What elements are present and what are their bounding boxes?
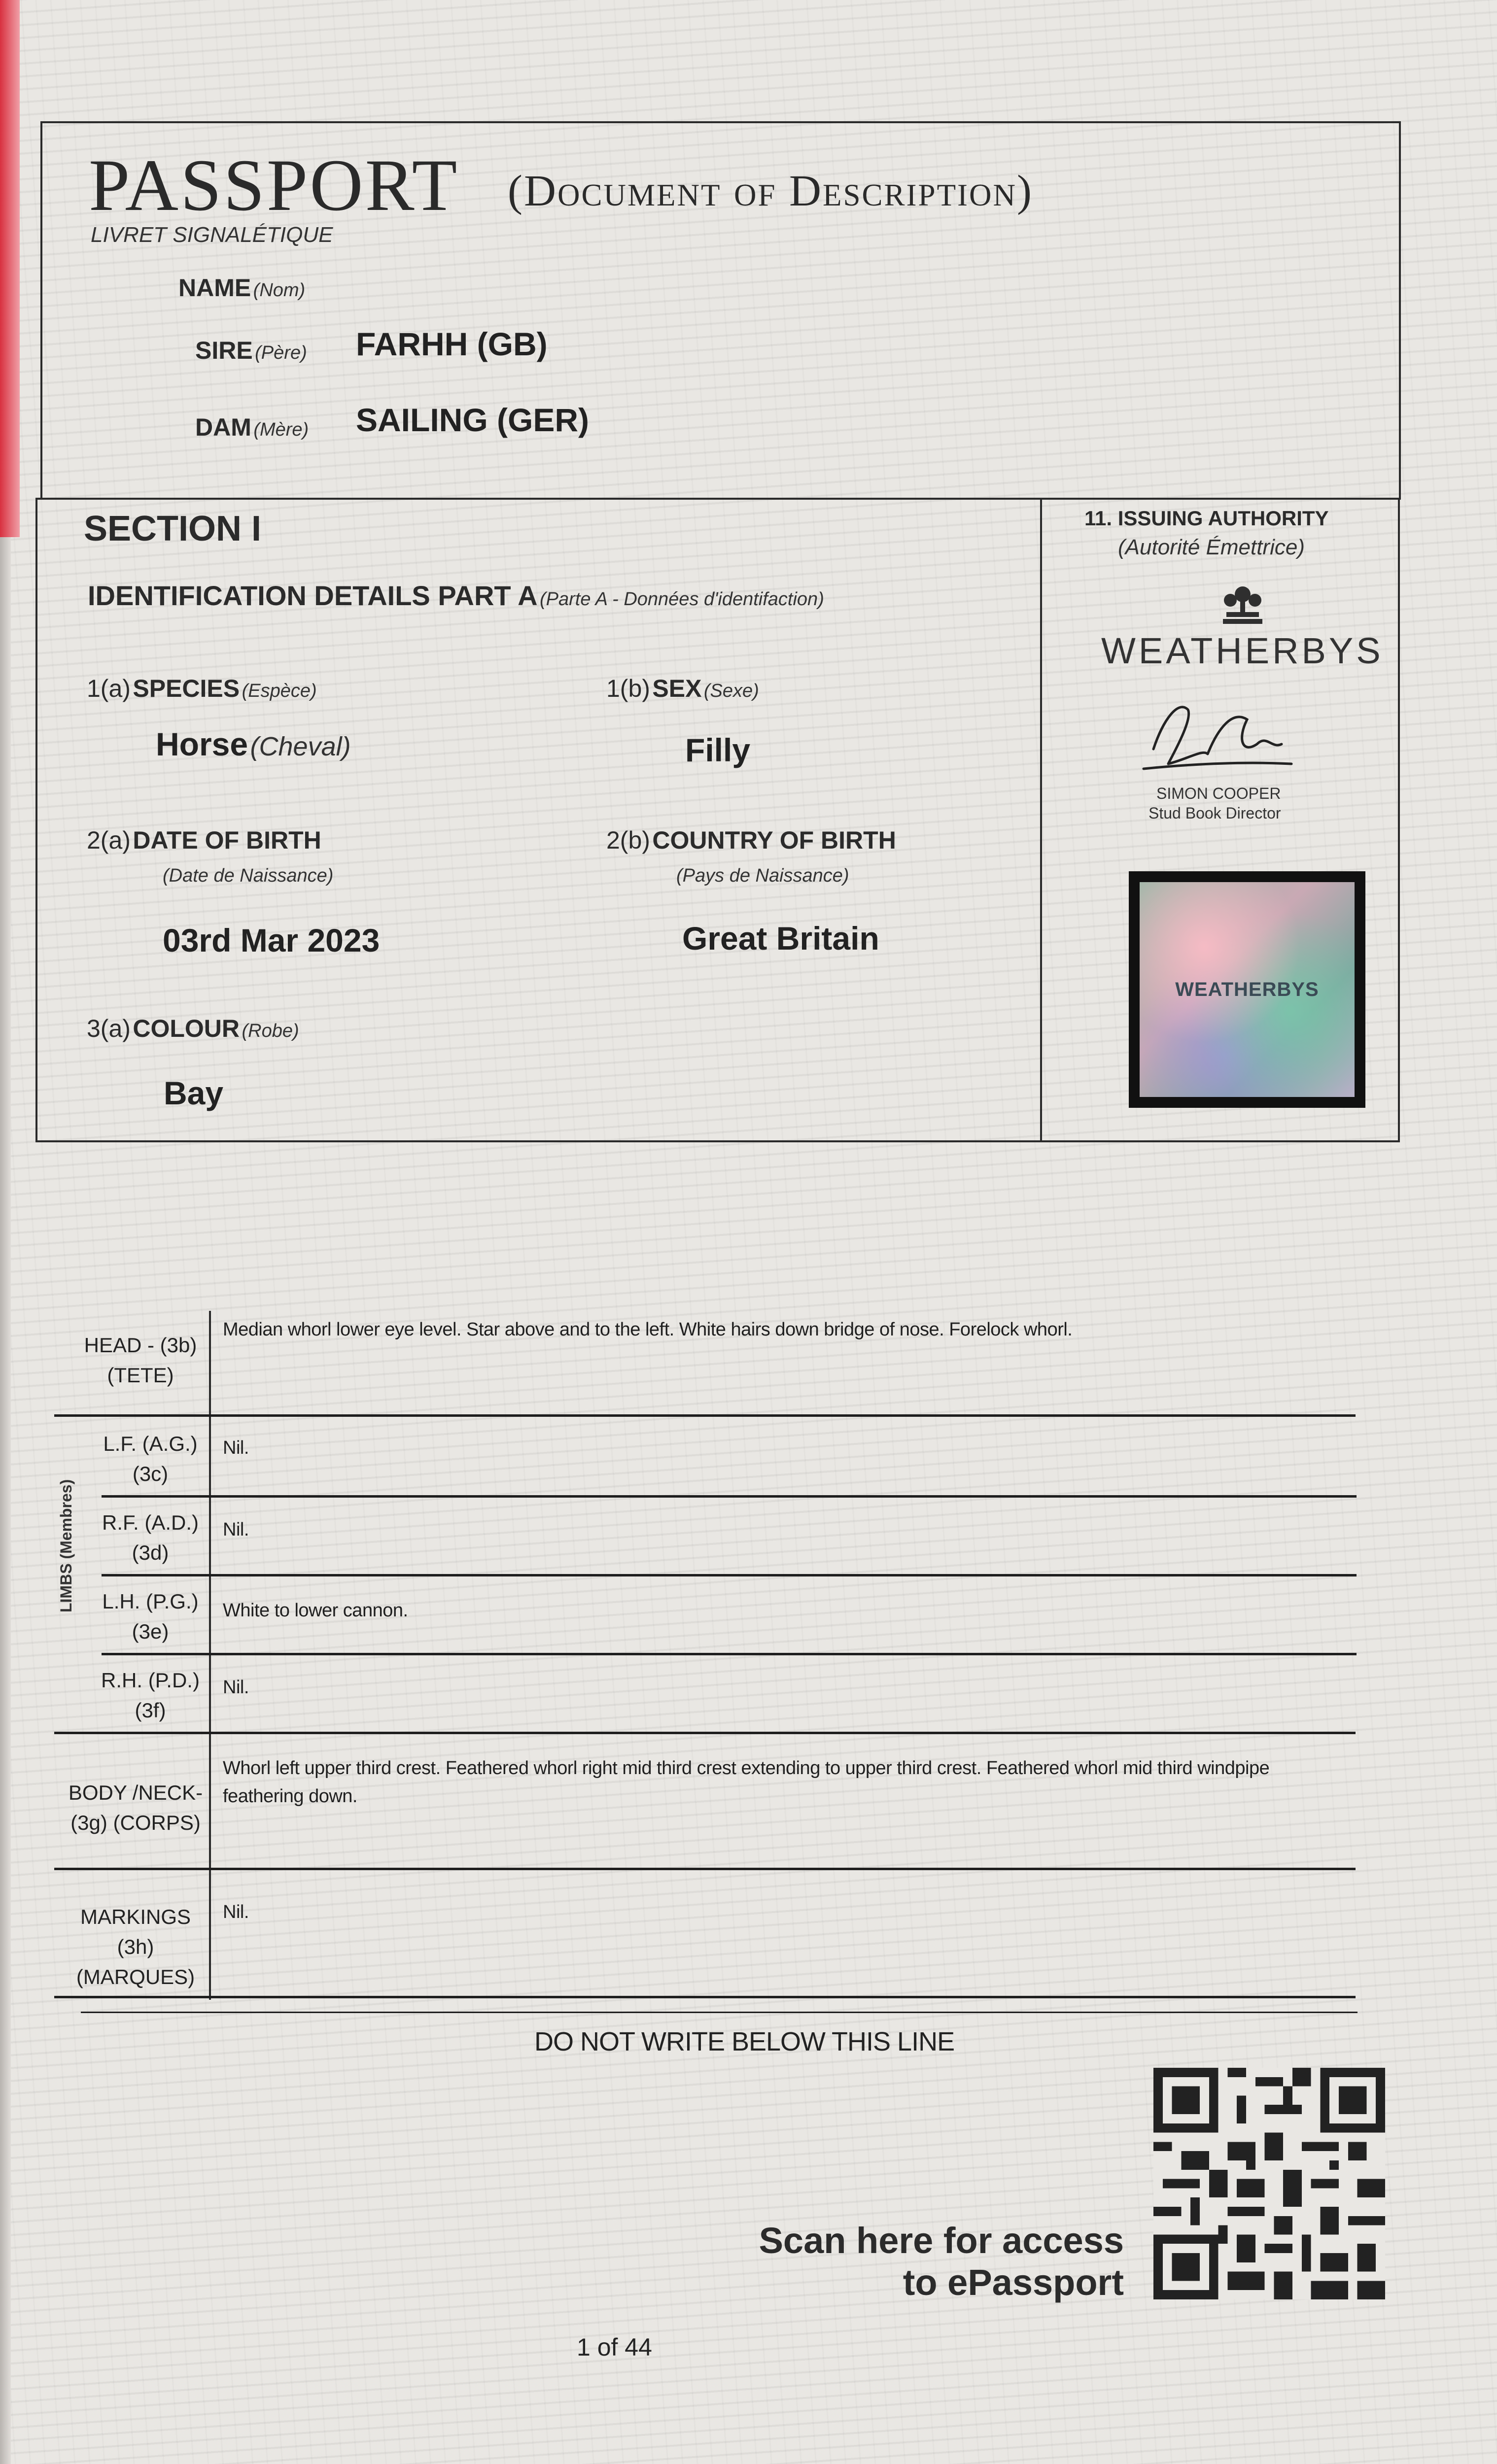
section-title: SECTION I (84, 509, 262, 548)
markings-rule (54, 1732, 1356, 1734)
dam-value: SAILING (GER) (356, 402, 589, 438)
dob-num: 2(a) (87, 826, 131, 854)
body-neck-label-line1: BODY /NECK- (68, 1781, 203, 1804)
lh-label (94, 1587, 207, 1647)
lh-text: White to lower cannon. (223, 1600, 408, 1621)
name-label-fr: (Nom) (253, 280, 306, 301)
country-label: COUNTRY OF BIRTH (652, 826, 896, 854)
sex-value: Filly (685, 732, 751, 768)
lf-label (94, 1429, 207, 1489)
dam-row (195, 413, 309, 442)
limbs-label: LIMBS (Membres) (57, 1479, 75, 1612)
hologram-foil (1140, 882, 1355, 1097)
do-not-write-notice: DO NOT WRITE BELOW THIS LINE (534, 2027, 955, 2056)
rf-label (94, 1508, 207, 1568)
head-text: Median whorl lower eye level. Star above and to the left. White hairs down bridge of nose. Forelock whorl. (223, 1319, 1073, 1340)
signatory-role: Stud Book Director (1149, 804, 1281, 822)
scan-text (641, 2220, 1124, 2303)
dob-label-row (87, 826, 321, 855)
name-label: NAME (178, 274, 251, 302)
colour-label-fr: (Robe) (242, 1021, 299, 1041)
markings-rule (102, 1495, 1357, 1498)
rh-text: Nil. (223, 1677, 249, 1698)
head-label-line1: HEAD - (3b) (84, 1334, 197, 1357)
epassport-qr-code[interactable] (1153, 2068, 1385, 2299)
species-label-row (87, 674, 317, 703)
sex-label-row (606, 674, 759, 703)
markings-rule-thin (81, 2012, 1358, 2013)
country-label-fr: (Pays de Naissance) (676, 865, 849, 886)
rh-label (94, 1666, 207, 1726)
part-a-row (88, 580, 824, 612)
markings-label-line2: (MARQUES) (76, 1965, 195, 1988)
head-label (74, 1331, 207, 1391)
species-value: Horse (156, 726, 248, 762)
species-num: 1(a) (87, 675, 131, 702)
head-label-line2: (TETE) (107, 1363, 174, 1387)
sex-label-fr: (Sexe) (703, 681, 759, 701)
markings-rule (54, 1414, 1356, 1417)
country-value: Great Britain (682, 920, 879, 957)
booklet-edge (0, 537, 11, 2464)
rf-label-line1: R.F. (A.D.) (102, 1511, 199, 1534)
dam-label: DAM (195, 413, 251, 441)
markings-text: Nil. (223, 1902, 249, 1922)
species-value-row (156, 725, 351, 763)
page-title: PASSPORT (89, 144, 459, 226)
country-label-row (606, 826, 896, 855)
rh-label-line1: R.H. (P.D.) (101, 1669, 200, 1692)
lh-label-line1: L.H. (P.G.) (102, 1590, 199, 1613)
sex-num: 1(b) (606, 675, 650, 702)
authority-title: 11. ISSUING AUTHORITY (1084, 507, 1329, 530)
sex-label: SEX (652, 675, 702, 702)
rh-label-line2: (3f) (135, 1698, 166, 1722)
species-label: SPECIES (133, 675, 240, 702)
booklet-edge-red (0, 0, 20, 537)
sire-row (195, 336, 307, 365)
lf-label-line2: (3c) (132, 1462, 169, 1485)
hologram-seal (1129, 871, 1365, 1108)
scan-line-1: Scan here for access (759, 2220, 1124, 2261)
body-neck-label-line2: (3g) (CORPS) (70, 1811, 201, 1834)
hologram-text: WEATHERBYS (1175, 978, 1319, 1000)
signatory-name: SIMON COOPER (1156, 785, 1281, 802)
lf-text: Nil. (223, 1437, 249, 1458)
colour-label: COLOUR (133, 1015, 240, 1042)
body-neck-label (64, 1778, 207, 1838)
dam-label-fr: (Mère) (253, 419, 309, 440)
colour-num: 3(a) (87, 1015, 131, 1042)
markings-rule (102, 1574, 1357, 1576)
species-value-fr: (Cheval) (250, 732, 351, 761)
markings-rule (102, 1653, 1357, 1655)
country-num: 2(b) (606, 826, 650, 854)
markings-rule (54, 1996, 1356, 1998)
name-row (178, 266, 305, 304)
markings-label-line1: MARKINGS (3h) (80, 1905, 191, 1958)
page-number: 1 of 44 (577, 2333, 652, 2361)
dob-label-fr: (Date de Naissance) (163, 865, 334, 886)
markings-label (64, 1902, 207, 1992)
body-neck-text: Whorl left upper third crest. Feathered whorl right mid third crest extending to upper third crest. Feathered whorl mid third windpipe feathering down. (223, 1758, 1270, 1807)
weatherbys-logo-text: WEATHERBYS (1101, 630, 1384, 671)
markings-rule (54, 1868, 1356, 1870)
page-subtitle: (Document of Description) (508, 167, 1033, 215)
species-label-fr: (Espèce) (242, 681, 317, 701)
lf-label-line1: L.F. (A.G.) (103, 1432, 198, 1455)
colour-label-row (87, 1014, 299, 1043)
sire-label: SIRE (195, 337, 253, 364)
dob-label: DATE OF BIRTH (133, 826, 321, 854)
scan-line-2: to ePassport (903, 2262, 1124, 2303)
rf-label-line2: (3d) (132, 1540, 169, 1564)
section-divider (1040, 498, 1042, 1140)
authority-title-fr: (Autorité Émettrice) (1118, 535, 1305, 559)
weatherbys-crest-icon (1216, 580, 1270, 629)
sire-label-fr: (Père) (255, 342, 307, 363)
signature-icon (1134, 690, 1301, 788)
dob-value: 03rd Mar 2023 (163, 922, 380, 958)
sire-value: FARHH (GB) (356, 326, 548, 362)
lh-label-line2: (3e) (132, 1619, 169, 1643)
colour-value: Bay (164, 1075, 224, 1111)
subtitle-french: LIVRET SIGNALÉTIQUE (91, 223, 333, 247)
part-a-title: IDENTIFICATION DETAILS PART A (88, 580, 538, 611)
rf-text: Nil. (223, 1519, 249, 1540)
part-a-fr: (Parte A - Données d'identifaction) (540, 589, 824, 610)
